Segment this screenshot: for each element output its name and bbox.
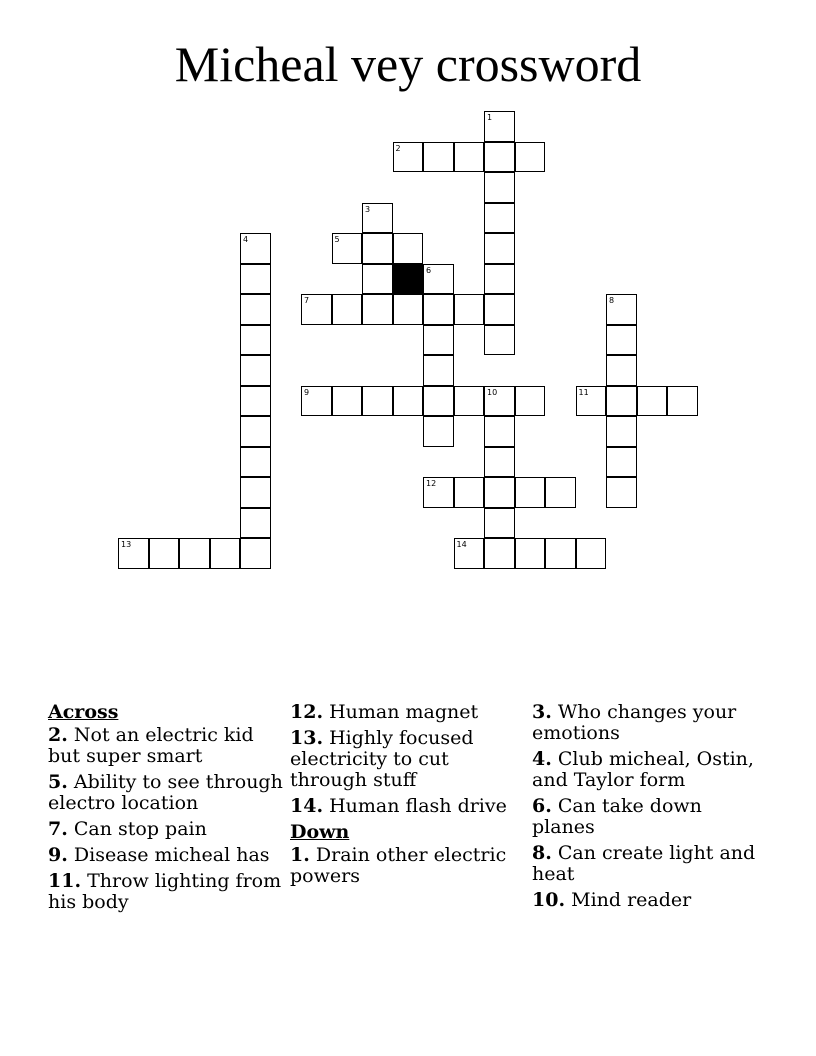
clue-column-2 — [290, 702, 528, 892]
clue-number: 2. — [48, 724, 68, 746]
clue-number: 9. — [48, 844, 68, 866]
grid-cell[interactable] — [606, 386, 637, 417]
grid-cell[interactable] — [240, 508, 271, 539]
grid-cell[interactable] — [545, 538, 576, 569]
clue-text: Human magnet — [329, 701, 479, 723]
grid-cell[interactable] — [362, 233, 393, 264]
cell-number: 8 — [609, 296, 615, 305]
clue-text: Human flash drive — [329, 795, 507, 817]
grid-cell[interactable] — [545, 477, 576, 508]
clue-text: Highly focused electricity to cut through stuff — [290, 727, 474, 791]
grid-cell[interactable] — [423, 416, 454, 447]
cell-number: 12 — [426, 479, 437, 488]
clue-number: 14. — [290, 795, 324, 817]
cell-number: 2 — [395, 143, 401, 153]
clue-number: 3. — [532, 701, 552, 723]
grid-cell[interactable] — [362, 203, 393, 234]
clue-down-8 — [532, 843, 770, 885]
cell-number: 13 — [121, 540, 132, 549]
grid-cell[interactable] — [484, 233, 515, 264]
cell-number: 9 — [304, 387, 310, 397]
clue-text: Mind reader — [571, 889, 692, 911]
grid-cell[interactable] — [240, 447, 271, 478]
clue-text: Throw lighting from his body — [48, 870, 282, 913]
cell-number: 3 — [365, 204, 371, 214]
grid-cell[interactable] — [332, 233, 363, 264]
grid-cell[interactable] — [606, 477, 637, 508]
clue-number: 4. — [532, 748, 552, 770]
clue-number: 1. — [290, 844, 310, 866]
grid-cell[interactable] — [423, 142, 454, 173]
cell-number: 1 — [487, 113, 493, 122]
clue-column-1 — [48, 702, 286, 918]
clue-text: Not an electric kid but super smart — [48, 724, 254, 767]
grid-cell[interactable] — [454, 294, 485, 325]
across-heading: Across — [48, 701, 119, 723]
grid-cell[interactable] — [423, 325, 454, 356]
grid-cell[interactable] — [606, 294, 637, 325]
clue-across-2 — [48, 725, 286, 767]
grid-cell[interactable] — [393, 142, 424, 173]
cell-number: 11 — [578, 387, 589, 397]
clue-number: 10. — [532, 889, 566, 911]
clue-down-3 — [532, 702, 770, 744]
clue-across-13 — [290, 728, 528, 791]
grid-cell[interactable] — [240, 538, 271, 569]
down-heading: Down — [290, 821, 350, 843]
grid-cell[interactable] — [240, 325, 271, 356]
clue-number: 7. — [48, 818, 68, 840]
clue-text: Can create light and heat — [532, 842, 756, 885]
cell-number: 6 — [426, 265, 432, 275]
clue-across-5 — [48, 772, 286, 814]
grid-cell[interactable] — [240, 294, 271, 325]
clue-text: Club micheal, Ostin, and Taylor form — [532, 748, 754, 791]
grid-cell[interactable] — [515, 538, 546, 569]
clue-text: Can take down planes — [532, 795, 702, 838]
grid-cell[interactable] — [606, 447, 637, 478]
grid-cell[interactable] — [301, 386, 332, 417]
cell-number: 7 — [304, 296, 310, 305]
grid-cell[interactable] — [484, 264, 515, 295]
grid-cell[interactable] — [606, 416, 637, 447]
clue-text: Disease micheal has — [73, 844, 270, 866]
clue-number: 11. — [48, 870, 82, 892]
grid-cell[interactable] — [118, 538, 149, 569]
grid-cell[interactable] — [393, 233, 424, 264]
clue-across-7 — [48, 819, 286, 840]
grid-cell[interactable] — [454, 142, 485, 173]
grid-cell[interactable] — [484, 508, 515, 539]
clue-number: 13. — [290, 727, 324, 749]
grid-cell[interactable] — [454, 386, 485, 417]
clue-across-9 — [48, 845, 286, 866]
grid-cell[interactable] — [484, 325, 515, 356]
cell-number: 10 — [487, 387, 498, 397]
grid-cell[interactable] — [515, 477, 546, 508]
grid-cell[interactable] — [484, 538, 515, 569]
grid-cell[interactable] — [484, 142, 515, 173]
grid-cell[interactable] — [210, 538, 241, 569]
grid-cell[interactable] — [606, 355, 637, 386]
clue-column-3 — [532, 702, 770, 916]
grid-cell[interactable] — [423, 294, 454, 325]
grid-cell[interactable] — [332, 294, 363, 325]
grid-cell[interactable] — [423, 477, 454, 508]
grid-cell[interactable] — [484, 477, 515, 508]
clue-down-6 — [532, 796, 770, 838]
grid-cell[interactable] — [301, 294, 332, 325]
grid-cell[interactable] — [332, 386, 363, 417]
cell-number: 14 — [456, 540, 467, 549]
grid-cell[interactable] — [393, 294, 424, 325]
cell-number: 5 — [334, 235, 340, 244]
clue-number: 6. — [532, 795, 552, 817]
clue-text: Who changes your emotions — [532, 701, 737, 744]
grid-cell[interactable] — [179, 538, 210, 569]
clue-text: Ability to see through electro location — [48, 771, 283, 814]
grid-cell[interactable] — [423, 355, 454, 386]
grid-cell[interactable] — [240, 233, 271, 264]
grid-block — [393, 264, 424, 295]
clue-down-1 — [290, 845, 528, 887]
grid-cell[interactable] — [240, 386, 271, 417]
grid-cell[interactable] — [637, 386, 668, 417]
grid-cell[interactable] — [484, 386, 515, 417]
clue-number: 12. — [290, 701, 324, 723]
grid-cell[interactable] — [423, 264, 454, 295]
grid-cell[interactable] — [484, 294, 515, 325]
grid-cell[interactable] — [454, 477, 485, 508]
grid-cell[interactable] — [149, 538, 180, 569]
clue-down-4 — [532, 749, 770, 791]
grid-cell[interactable] — [362, 264, 393, 295]
grid-cell[interactable] — [362, 386, 393, 417]
grid-cell[interactable] — [576, 386, 607, 417]
grid-cell[interactable] — [240, 264, 271, 295]
grid-cell[interactable] — [484, 416, 515, 447]
grid-cell[interactable] — [484, 447, 515, 478]
grid-cell[interactable] — [484, 172, 515, 203]
grid-cell[interactable] — [484, 111, 515, 142]
grid-cell[interactable] — [393, 386, 424, 417]
grid-cell[interactable] — [362, 294, 393, 325]
grid-cell[interactable] — [454, 538, 485, 569]
grid-cell[interactable] — [515, 386, 546, 417]
grid-cell[interactable] — [484, 203, 515, 234]
clue-number: 8. — [532, 842, 552, 864]
grid-cell[interactable] — [423, 386, 454, 417]
clue-down-10 — [532, 890, 770, 911]
grid-cell[interactable] — [240, 355, 271, 386]
clue-across-12 — [290, 702, 528, 723]
clue-text: Drain other electric powers — [290, 844, 507, 887]
clue-across-11 — [48, 871, 286, 913]
grid-cell[interactable] — [240, 416, 271, 447]
grid-cell[interactable] — [667, 386, 698, 417]
grid-cell[interactable] — [240, 477, 271, 508]
clue-number: 5. — [48, 771, 68, 793]
clue-text: Can stop pain — [73, 818, 207, 840]
grid-cell[interactable] — [606, 325, 637, 356]
grid-cell[interactable] — [576, 538, 607, 569]
cell-number: 4 — [243, 235, 249, 244]
grid-cell[interactable] — [515, 142, 546, 173]
clue-across-14 — [290, 796, 528, 817]
page-title: Micheal vey crossword — [174, 36, 642, 92]
